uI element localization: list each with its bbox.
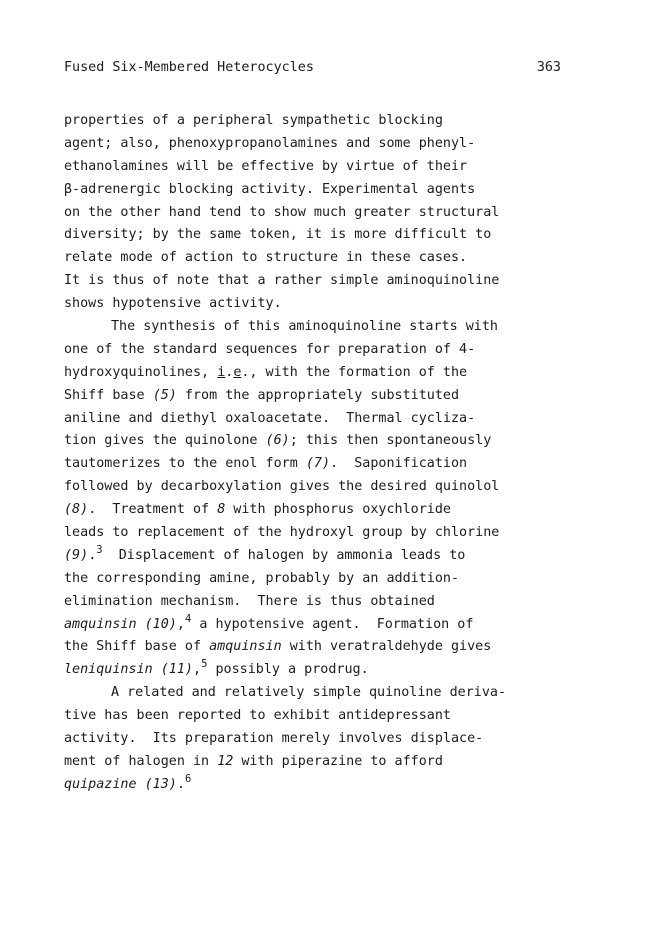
- text-segment: ., with the formation of the: [241, 364, 468, 380]
- paragraph: [64, 682, 569, 796]
- italic-text: (7): [305, 456, 331, 472]
- text-line: [64, 224, 569, 247]
- text-line: [64, 202, 569, 225]
- text-segment: Shiff base: [64, 387, 153, 403]
- italic-text: leniquinsin (11): [64, 662, 193, 678]
- text-line: [64, 522, 569, 545]
- text-segment: tautomerizes to the enol form: [64, 456, 306, 472]
- text-segment: the Shiff base of: [64, 639, 210, 655]
- text-line: [64, 591, 569, 614]
- italic-text: (9): [64, 547, 89, 563]
- footnote-ref: 4: [184, 612, 192, 625]
- italic-text: (5): [152, 387, 177, 403]
- text-line: [64, 453, 569, 476]
- italic-text: (6): [265, 433, 290, 449]
- text-segment: shows hypotensive activity.: [64, 296, 282, 312]
- footnote-ref: 6: [184, 772, 192, 785]
- text-segment: e: [233, 364, 242, 380]
- text-line: [64, 659, 569, 682]
- text-segment: possibly a prodrug.: [207, 662, 369, 678]
- text-line: [64, 270, 569, 293]
- text-line: [64, 636, 569, 659]
- text-segment: the corresponding amine, probably by an addition-: [64, 570, 460, 586]
- text-segment: ,: [176, 616, 185, 632]
- text-line: [64, 156, 569, 179]
- text-segment: . Treatment of: [88, 502, 218, 518]
- text-segment: hydroxyquinolines,: [64, 364, 218, 380]
- text-segment: The synthesis of this aminoquinoline starts with: [111, 319, 498, 335]
- text-segment: elimination mechanism. There is thus obtained: [64, 593, 435, 609]
- text-segment: β-adrenergic blocking activity. Experimental agents: [64, 181, 476, 197]
- text-segment: agent; also, phenoxypropanolamines and some phenyl-: [64, 135, 476, 151]
- text-segment: .: [176, 776, 185, 792]
- text-segment: i: [217, 364, 226, 380]
- text-segment: activity. Its preparation merely involves displace-: [64, 731, 484, 747]
- text-segment: properties of a peripheral sympathetic blocking: [64, 113, 443, 128]
- text-segment: ,: [193, 662, 202, 678]
- text-line: [64, 316, 569, 339]
- text-segment: .: [88, 547, 97, 563]
- footnote-ref: 3: [96, 543, 103, 556]
- text-segment: followed by decarboxylation gives the desired quinolol: [64, 479, 500, 495]
- text-segment: aniline and diethyl oxaloacetate. Thermal cycliza-: [64, 410, 476, 426]
- text-segment: with piperazine to afford: [233, 753, 443, 769]
- text-segment: from the appropriately substituted: [176, 387, 460, 403]
- paragraph: [64, 110, 569, 316]
- text-segment: on the other hand tend to show much greater structural: [64, 204, 500, 220]
- text-segment: ment of halogen in: [64, 753, 218, 769]
- text-segment: leads to replacement of the hydroxyl group by chlorine: [64, 525, 500, 541]
- text-line: [64, 408, 569, 431]
- text-line: [64, 110, 569, 133]
- text-line: [64, 545, 569, 568]
- text-segment: Displacement of halogen by ammonia leads to: [102, 547, 466, 563]
- text-line: [64, 728, 569, 751]
- body-text: [64, 110, 569, 797]
- text-segment: with veratraldehyde gives: [281, 639, 492, 655]
- text-segment: .: [225, 364, 234, 380]
- text-line: [64, 339, 569, 362]
- text-segment: relate mode of action to structure in these cases.: [64, 250, 468, 266]
- text-line: [64, 179, 569, 202]
- text-segment: diversity; by the same token, it is more difficult to: [64, 227, 492, 243]
- page-number: 363: [536, 60, 561, 75]
- italic-text: amquinsin: [209, 639, 282, 655]
- italic-text: amquinsin (10): [64, 616, 177, 632]
- text-segment: It is thus of note that a rather simple aminoquinoline: [64, 273, 500, 289]
- text-segment: with phosphorus oxychloride: [225, 502, 451, 518]
- text-segment: A related and relatively simple quinoline deriva-: [111, 685, 507, 701]
- paragraph: [64, 316, 569, 682]
- text-line: [64, 568, 569, 591]
- text-line: [64, 614, 569, 637]
- text-segment: tive has been reported to exhibit antidepressant: [64, 708, 451, 724]
- text-segment: one of the standard sequences for preparation of 4-: [64, 341, 476, 357]
- text-line: [64, 499, 569, 522]
- text-line: [64, 362, 569, 385]
- text-segment: ; this then spontaneously: [289, 433, 492, 449]
- text-segment: ethanolamines will be effective by virtue of their: [64, 158, 468, 174]
- text-line: [64, 385, 569, 408]
- footnote-ref: 5: [201, 658, 208, 671]
- text-line: [64, 247, 569, 270]
- text-segment: . Saponification: [330, 456, 468, 472]
- text-line: [64, 682, 569, 705]
- page-header: [64, 60, 561, 78]
- text-line: [64, 476, 569, 499]
- running-head: Fused Six-Membered Heterocycles: [64, 60, 314, 75]
- text-line: [64, 293, 569, 316]
- text-line: [64, 133, 569, 156]
- text-line: [64, 705, 569, 728]
- text-segment: tion gives the quinolone: [64, 433, 266, 449]
- text-line: [64, 774, 569, 797]
- text-line: [64, 430, 569, 453]
- italic-text: quipazine (13): [64, 776, 177, 792]
- text-line: [64, 751, 569, 774]
- text-segment: a hypotensive agent. Formation of: [191, 616, 474, 632]
- italic-text: 12: [217, 753, 234, 769]
- italic-text: 8: [217, 502, 226, 518]
- italic-text: (8): [64, 502, 89, 518]
